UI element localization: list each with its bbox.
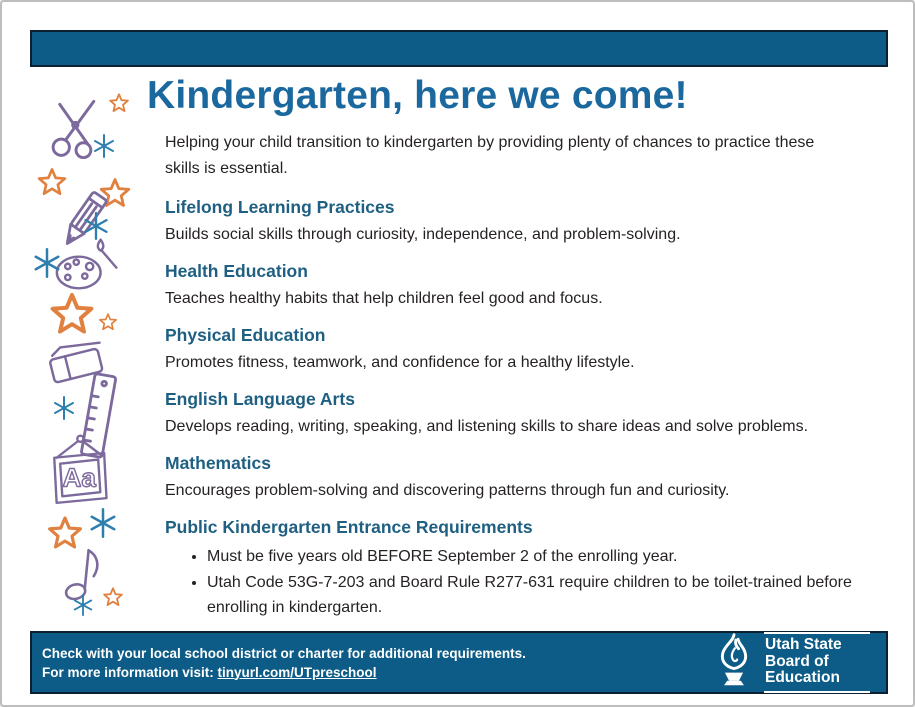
alphabet-frame-icon <box>42 434 114 510</box>
section-heading-mathematics: Mathematics <box>165 453 272 473</box>
section-body-mathematics: Encourages problem-solving and discovering patterns through fun and curiosity. <box>165 482 730 499</box>
palette-brush-icon <box>52 236 120 292</box>
section-heading-entrance-requirements: Public Kindergarten Entrance Requirements <box>165 517 533 537</box>
footer-link[interactable]: tinyurl.com/UTpreschool <box>217 664 377 680</box>
footer-bar <box>30 631 888 694</box>
frame-letters: Aa <box>62 462 96 493</box>
section-body-lifelong-learning: Builds social skills through curiosity, independence, and problem-solving. <box>165 226 681 243</box>
requirement-item-age: • Must be five years old BEFORE September 2 of the enrolling year. <box>207 544 867 569</box>
footer-message-block <box>42 644 527 682</box>
section-body-english-language-arts: Develops reading, writing, speaking, and listening skills to share ideas and solve problems. <box>165 418 809 435</box>
usbe-logo-line3: Education <box>765 669 840 687</box>
top-accent-bar <box>30 30 888 67</box>
usbe-logo-line1: Utah State <box>765 636 842 654</box>
requirements-list <box>147 544 867 620</box>
star-icon <box>108 92 130 114</box>
section-heading-physical-education: Physical Education <box>165 325 326 345</box>
section-heading-lifelong-learning: Lifelong Learning Practices <box>165 197 395 217</box>
usbe-logo-text <box>764 632 870 693</box>
page-title: Kindergarten, here we come! <box>147 74 688 117</box>
section-body-physical-education: Promotes fitness, teamwork, and confidence for a healthy lifestyle. <box>165 354 635 371</box>
usbe-logo <box>713 632 874 693</box>
main-content <box>147 74 895 621</box>
sparkle-asterisk-icon <box>72 594 94 616</box>
star-icon <box>98 312 118 332</box>
sparkle-asterisk-icon <box>52 396 76 420</box>
flame-logo-icon <box>713 632 755 693</box>
requirement-item-toilet-trained: • Utah Code 53G-7-203 and Board Rule R277-631 require children to be toilet-trained before enrolling in kindergarten. <box>207 570 867 620</box>
intro-paragraph: Helping your child transition to kindergarten by providing plenty of chances to practice these skills is essential. <box>165 134 815 177</box>
star-icon <box>102 586 124 608</box>
sparkle-asterisk-icon <box>92 134 116 158</box>
footer-message: Check with your local school district or charter for additional requirements. For more information visit: <box>42 645 526 680</box>
doodle-sidebar <box>30 90 146 624</box>
usbe-logo-line2: Board of <box>765 652 829 670</box>
section-heading-english-language-arts: English Language Arts <box>165 389 355 409</box>
star-icon <box>48 290 96 338</box>
sparkle-asterisk-icon <box>32 248 62 278</box>
section-heading-health-education: Health Education <box>165 261 308 281</box>
sparkle-asterisk-icon <box>88 508 118 538</box>
section-body-health-education: Teaches healthy habits that help children feel good and focus. <box>165 290 603 307</box>
